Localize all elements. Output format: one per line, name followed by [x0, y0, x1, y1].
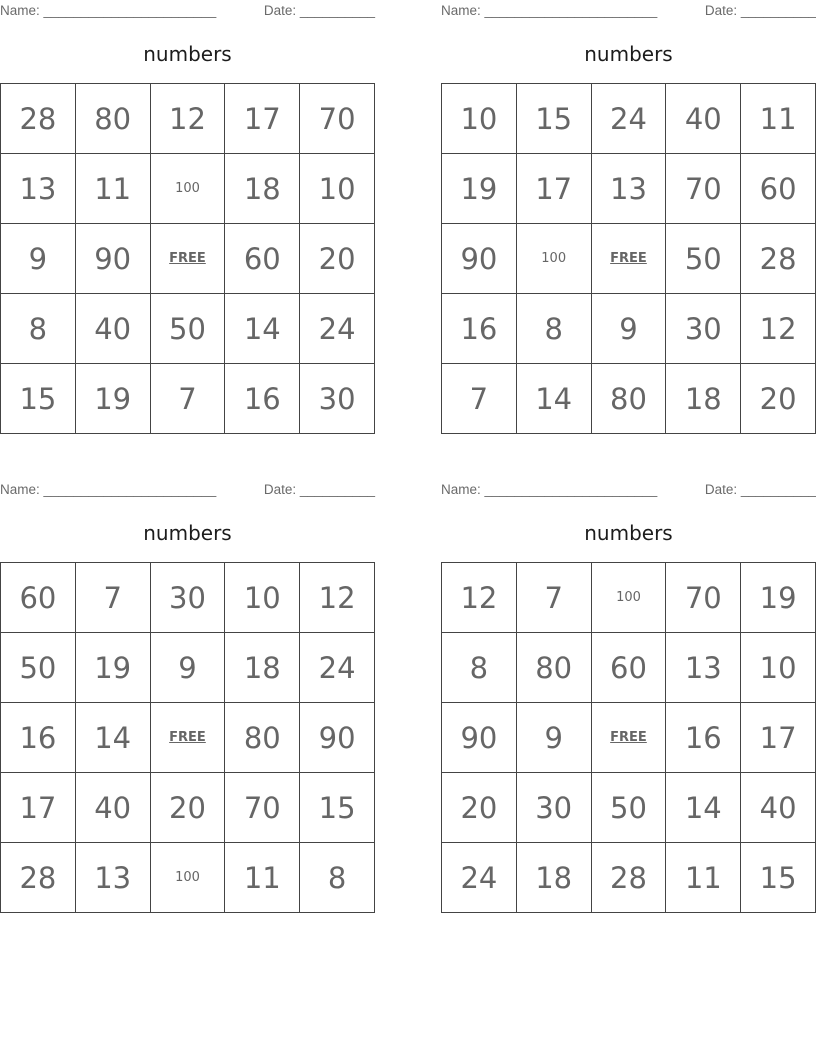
grid-cell: 50	[666, 224, 741, 294]
grid-cell: 10	[300, 154, 375, 224]
grid-cell: 7	[517, 563, 592, 633]
grid-cell: 19	[76, 364, 151, 434]
card-title: numbers	[143, 42, 232, 66]
grid-cell: 18	[225, 633, 300, 703]
free-space-cell: FREE	[151, 224, 226, 294]
grid-cell: 28	[741, 224, 816, 294]
bingo-grid	[441, 562, 816, 913]
grid-cell: 80	[225, 703, 300, 773]
grid-cell: 30	[666, 294, 741, 364]
grid-cell: 80	[76, 84, 151, 154]
grid-cell: 17	[741, 703, 816, 773]
grid-cell: 17	[225, 84, 300, 154]
grid-cell: 16	[1, 703, 76, 773]
grid-cell: 9	[151, 633, 226, 703]
grid-cell: 15	[741, 843, 816, 913]
grid-cell: 14	[666, 773, 741, 843]
grid-cell: 70	[666, 154, 741, 224]
grid-cell: 11	[225, 843, 300, 913]
grid-cell: 16	[666, 703, 741, 773]
grid-cell: 14	[76, 703, 151, 773]
date-field-label: Date: __________	[263, 482, 375, 497]
bingo-card-1	[0, 0, 375, 434]
grid-cell: 15	[1, 364, 76, 434]
grid-cell: 9	[592, 294, 667, 364]
grid-cell: 8	[517, 294, 592, 364]
grid-cell: 40	[76, 773, 151, 843]
grid-cell: 24	[300, 633, 375, 703]
card-header	[0, 479, 375, 501]
card-title: numbers	[143, 521, 232, 545]
grid-cell: 9	[517, 703, 592, 773]
name-field-label: Name: _______________________	[0, 482, 217, 497]
grid-cell: 14	[225, 294, 300, 364]
grid-cell: 17	[1, 773, 76, 843]
grid-cell: 20	[741, 364, 816, 434]
grid-cell: 30	[151, 563, 226, 633]
card-header	[441, 479, 816, 501]
grid-cell: 10	[225, 563, 300, 633]
grid-cell: 13	[1, 154, 76, 224]
grid-cell: 18	[517, 843, 592, 913]
grid-cell: 8	[1, 294, 76, 364]
grid-cell: 24	[592, 84, 667, 154]
grid-cell: 8	[300, 843, 375, 913]
card-title: numbers	[584, 521, 673, 545]
grid-cell: 9	[1, 224, 76, 294]
grid-cell: 20	[300, 224, 375, 294]
grid-cell: 100	[592, 563, 667, 633]
grid-cell: 18	[666, 364, 741, 434]
grid-cell: 70	[666, 563, 741, 633]
grid-cell: 28	[1, 84, 76, 154]
grid-cell: 15	[300, 773, 375, 843]
grid-cell: 19	[76, 633, 151, 703]
grid-cell: 50	[1, 633, 76, 703]
grid-cell: 8	[442, 633, 517, 703]
grid-cell: 18	[225, 154, 300, 224]
grid-cell: 16	[225, 364, 300, 434]
bingo-grid	[441, 83, 816, 434]
grid-cell: 10	[741, 633, 816, 703]
grid-cell: 100	[151, 843, 226, 913]
grid-cell: 16	[442, 294, 517, 364]
grid-cell: 28	[1, 843, 76, 913]
grid-cell: 12	[151, 84, 226, 154]
grid-cell: 70	[225, 773, 300, 843]
name-field-label: Name: _______________________	[0, 3, 217, 18]
grid-cell: 50	[151, 294, 226, 364]
grid-cell: 90	[76, 224, 151, 294]
grid-cell: 12	[300, 563, 375, 633]
grid-cell: 17	[517, 154, 592, 224]
grid-cell: 40	[76, 294, 151, 364]
grid-cell: 30	[517, 773, 592, 843]
grid-cell: 40	[666, 84, 741, 154]
free-space-cell: FREE	[592, 224, 667, 294]
name-field-label: Name: _______________________	[441, 482, 658, 497]
date-field-label: Date: __________	[704, 482, 816, 497]
grid-cell: 90	[300, 703, 375, 773]
grid-cell: 60	[741, 154, 816, 224]
grid-cell: 7	[442, 364, 517, 434]
grid-cell: 80	[592, 364, 667, 434]
grid-cell: 19	[741, 563, 816, 633]
grid-cell: 24	[300, 294, 375, 364]
grid-cell: 90	[442, 703, 517, 773]
grid-cell: 60	[1, 563, 76, 633]
grid-cell: 11	[76, 154, 151, 224]
grid-cell: 100	[517, 224, 592, 294]
bingo-grid	[0, 562, 375, 913]
date-field-label: Date: __________	[704, 3, 816, 18]
free-space-cell: FREE	[151, 703, 226, 773]
grid-cell: 13	[666, 633, 741, 703]
grid-cell: 14	[517, 364, 592, 434]
bingo-card-4	[441, 479, 816, 913]
date-field-label: Date: __________	[263, 3, 375, 18]
grid-cell: 30	[300, 364, 375, 434]
bingo-card-3	[0, 479, 375, 913]
grid-cell: 28	[592, 843, 667, 913]
grid-cell: 19	[442, 154, 517, 224]
bingo-grid	[0, 83, 375, 434]
free-space-cell: FREE	[592, 703, 667, 773]
grid-cell: 100	[151, 154, 226, 224]
grid-cell: 10	[442, 84, 517, 154]
grid-cell: 60	[592, 633, 667, 703]
grid-cell: 24	[442, 843, 517, 913]
grid-cell: 7	[76, 563, 151, 633]
grid-cell: 12	[442, 563, 517, 633]
bingo-card-2	[441, 0, 816, 434]
name-field-label: Name: _______________________	[441, 3, 658, 18]
grid-cell: 13	[76, 843, 151, 913]
grid-cell: 90	[442, 224, 517, 294]
grid-cell: 11	[666, 843, 741, 913]
grid-cell: 13	[592, 154, 667, 224]
grid-cell: 80	[517, 633, 592, 703]
grid-cell: 50	[592, 773, 667, 843]
grid-cell: 20	[442, 773, 517, 843]
card-header	[441, 0, 816, 22]
grid-cell: 40	[741, 773, 816, 843]
grid-cell: 15	[517, 84, 592, 154]
card-header	[0, 0, 375, 22]
grid-cell: 70	[300, 84, 375, 154]
grid-cell: 60	[225, 224, 300, 294]
grid-cell: 12	[741, 294, 816, 364]
card-title: numbers	[584, 42, 673, 66]
grid-cell: 11	[741, 84, 816, 154]
grid-cell: 7	[151, 364, 226, 434]
grid-cell: 20	[151, 773, 226, 843]
